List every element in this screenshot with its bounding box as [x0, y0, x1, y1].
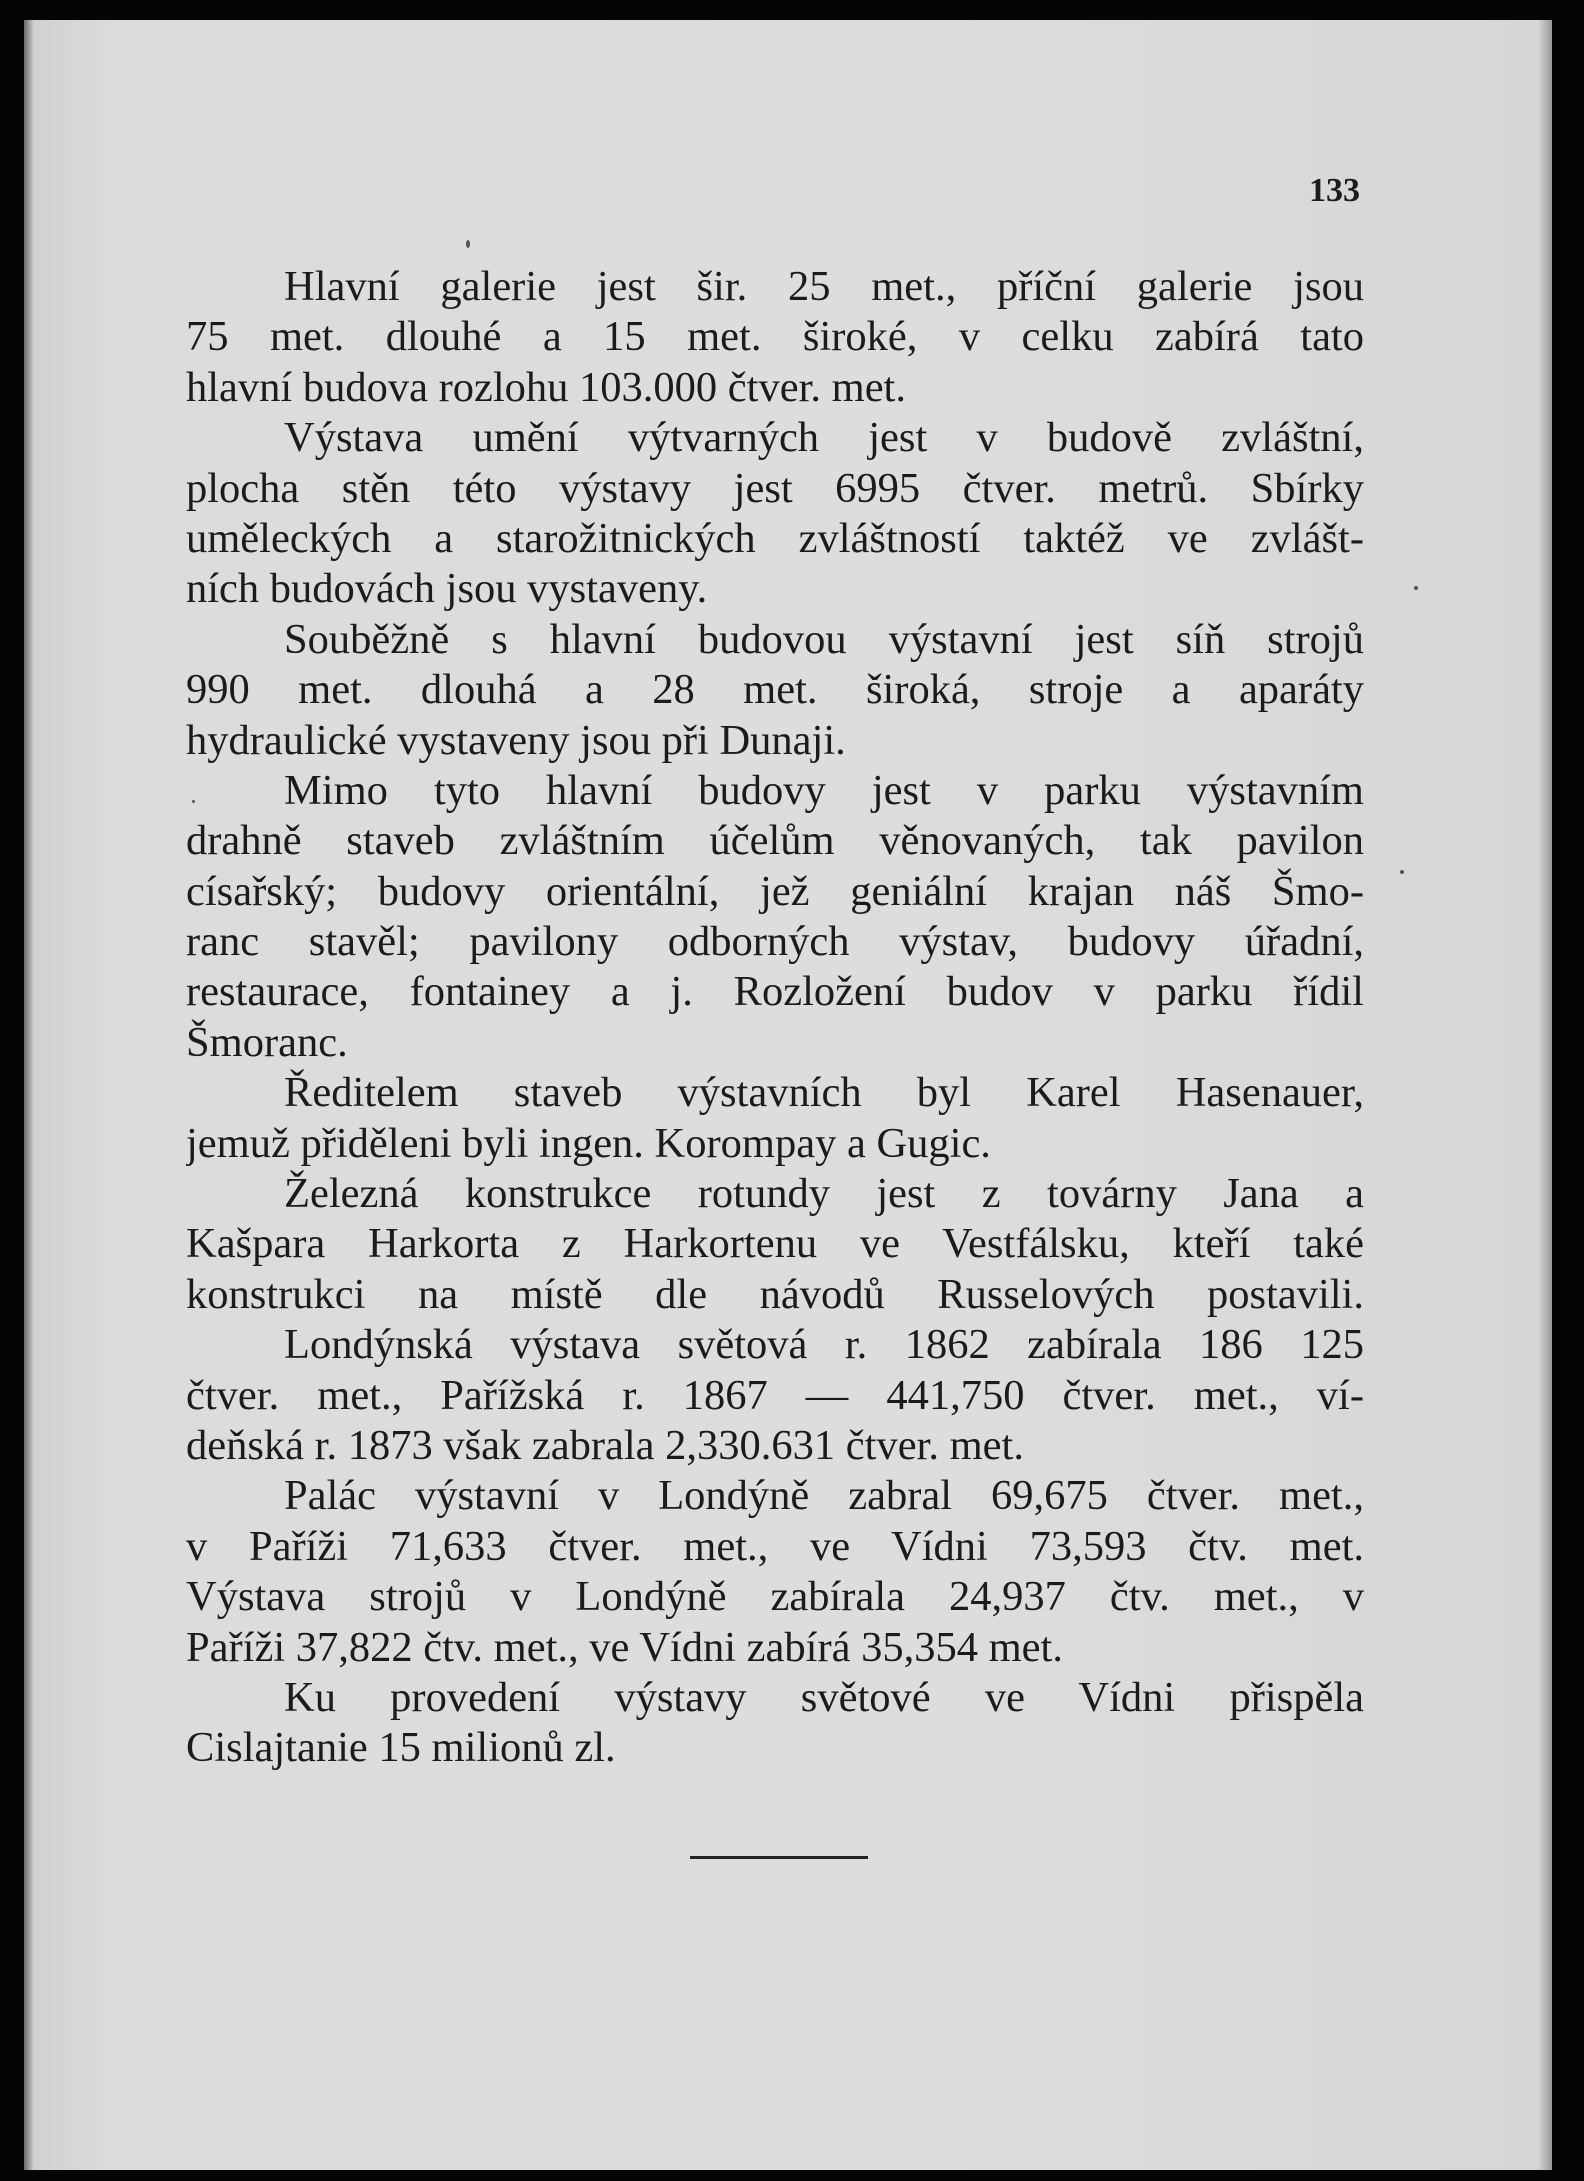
- text-line: Ředitelem staveb výstavních byl Karel Hasenauer,: [284, 1069, 1364, 1117]
- text-line: hydraulické vystaveny jsou při Dunaji.: [186, 716, 846, 764]
- text-line: Palác výstavní v Londýně zabral 69,675 čtver. met.,: [284, 1472, 1364, 1520]
- page-number: 133: [1309, 172, 1360, 209]
- page-gutter-shadow: [24, 20, 34, 2170]
- text-line: císařský; budovy orientální, jež geniální krajan náš Šmo-: [186, 867, 1364, 915]
- text-line: Cislajtanie 15 milionů zl.: [186, 1724, 616, 1772]
- text-line: ních budovách jsou vystaveny.: [186, 565, 708, 613]
- text-line: Výstava umění výtvarných jest v budově zvláštní,: [284, 414, 1364, 462]
- scan-speck: [1400, 870, 1404, 874]
- scan-speck: [466, 240, 470, 248]
- text-line: Hlavní galerie jest šir. 25 met., příční galerie jsou: [284, 263, 1364, 310]
- page-edge-shadow: [1538, 20, 1552, 2170]
- text-line: konstrukci na místě dle návodů Russelových postavili.: [186, 1270, 1364, 1318]
- text-line: deňská r. 1873 však zabrala 2,330.631 čtver. met.: [186, 1421, 1024, 1469]
- text-line: Ku provedení výstavy světové ve Vídni přispěla: [284, 1673, 1364, 1721]
- body-text: [186, 262, 1364, 1774]
- text-line: Šmoranc.: [186, 1018, 348, 1066]
- text-line: Mimo tyto hlavní budovy jest v parku výstavním: [284, 766, 1364, 814]
- text-line: v Paříži 71,633 čtver. met., ve Vídni 73,593 čtv. met.: [186, 1522, 1364, 1570]
- text-line: plocha stěn této výstavy jest 6995 čtver. metrů. Sbírky: [186, 464, 1364, 512]
- scan-speck: [192, 800, 195, 803]
- text-line: jemuž přiděleni byli ingen. Korompay a Gugic.: [186, 1119, 991, 1167]
- text-line: Železná konstrukce rotundy jest z továrny Jana a: [284, 1170, 1364, 1218]
- text-line: restaurace, fontainey a j. Rozložení budov v parku řídil: [186, 968, 1364, 1016]
- text-line: Kašpara Harkorta z Harkortenu ve Vestfálsku, kteří také: [186, 1220, 1364, 1268]
- text-line: Výstava strojů v Londýně zabírala 24,937 čtv. met., v: [186, 1573, 1364, 1621]
- section-end-rule: [690, 1856, 868, 1859]
- text-line: drahně staveb zvláštním účelům věnovaných, tak pavilon: [186, 817, 1364, 865]
- scan-speck: [1414, 586, 1418, 590]
- text-line: čtver. met., Pařížská r. 1867 — 441,750 čtver. met., ví-: [186, 1371, 1364, 1419]
- text-line: Paříži 37,822 čtv. met., ve Vídni zabírá 35,354 met.: [186, 1623, 1063, 1671]
- text-line: 75 met. dlouhé a 15 met. široké, v celku zabírá tato: [186, 313, 1364, 361]
- text-line: Souběžně s hlavní budovou výstavní jest síň strojů: [284, 615, 1364, 663]
- text-line: uměleckých a starožitnických zvláštností taktéž ve zvlášt-: [186, 514, 1364, 562]
- text-line: ranc stavěl; pavilony odborných výstav, budovy úřadní,: [186, 918, 1364, 966]
- text-line: 990 met. dlouhá a 28 met. široká, stroje a aparáty: [186, 666, 1364, 714]
- text-line: Londýnská výstava světová r. 1862 zabírala 186 125: [284, 1321, 1364, 1369]
- text-line: hlavní budova rozlohu 103.000 čtver. met.: [186, 363, 906, 411]
